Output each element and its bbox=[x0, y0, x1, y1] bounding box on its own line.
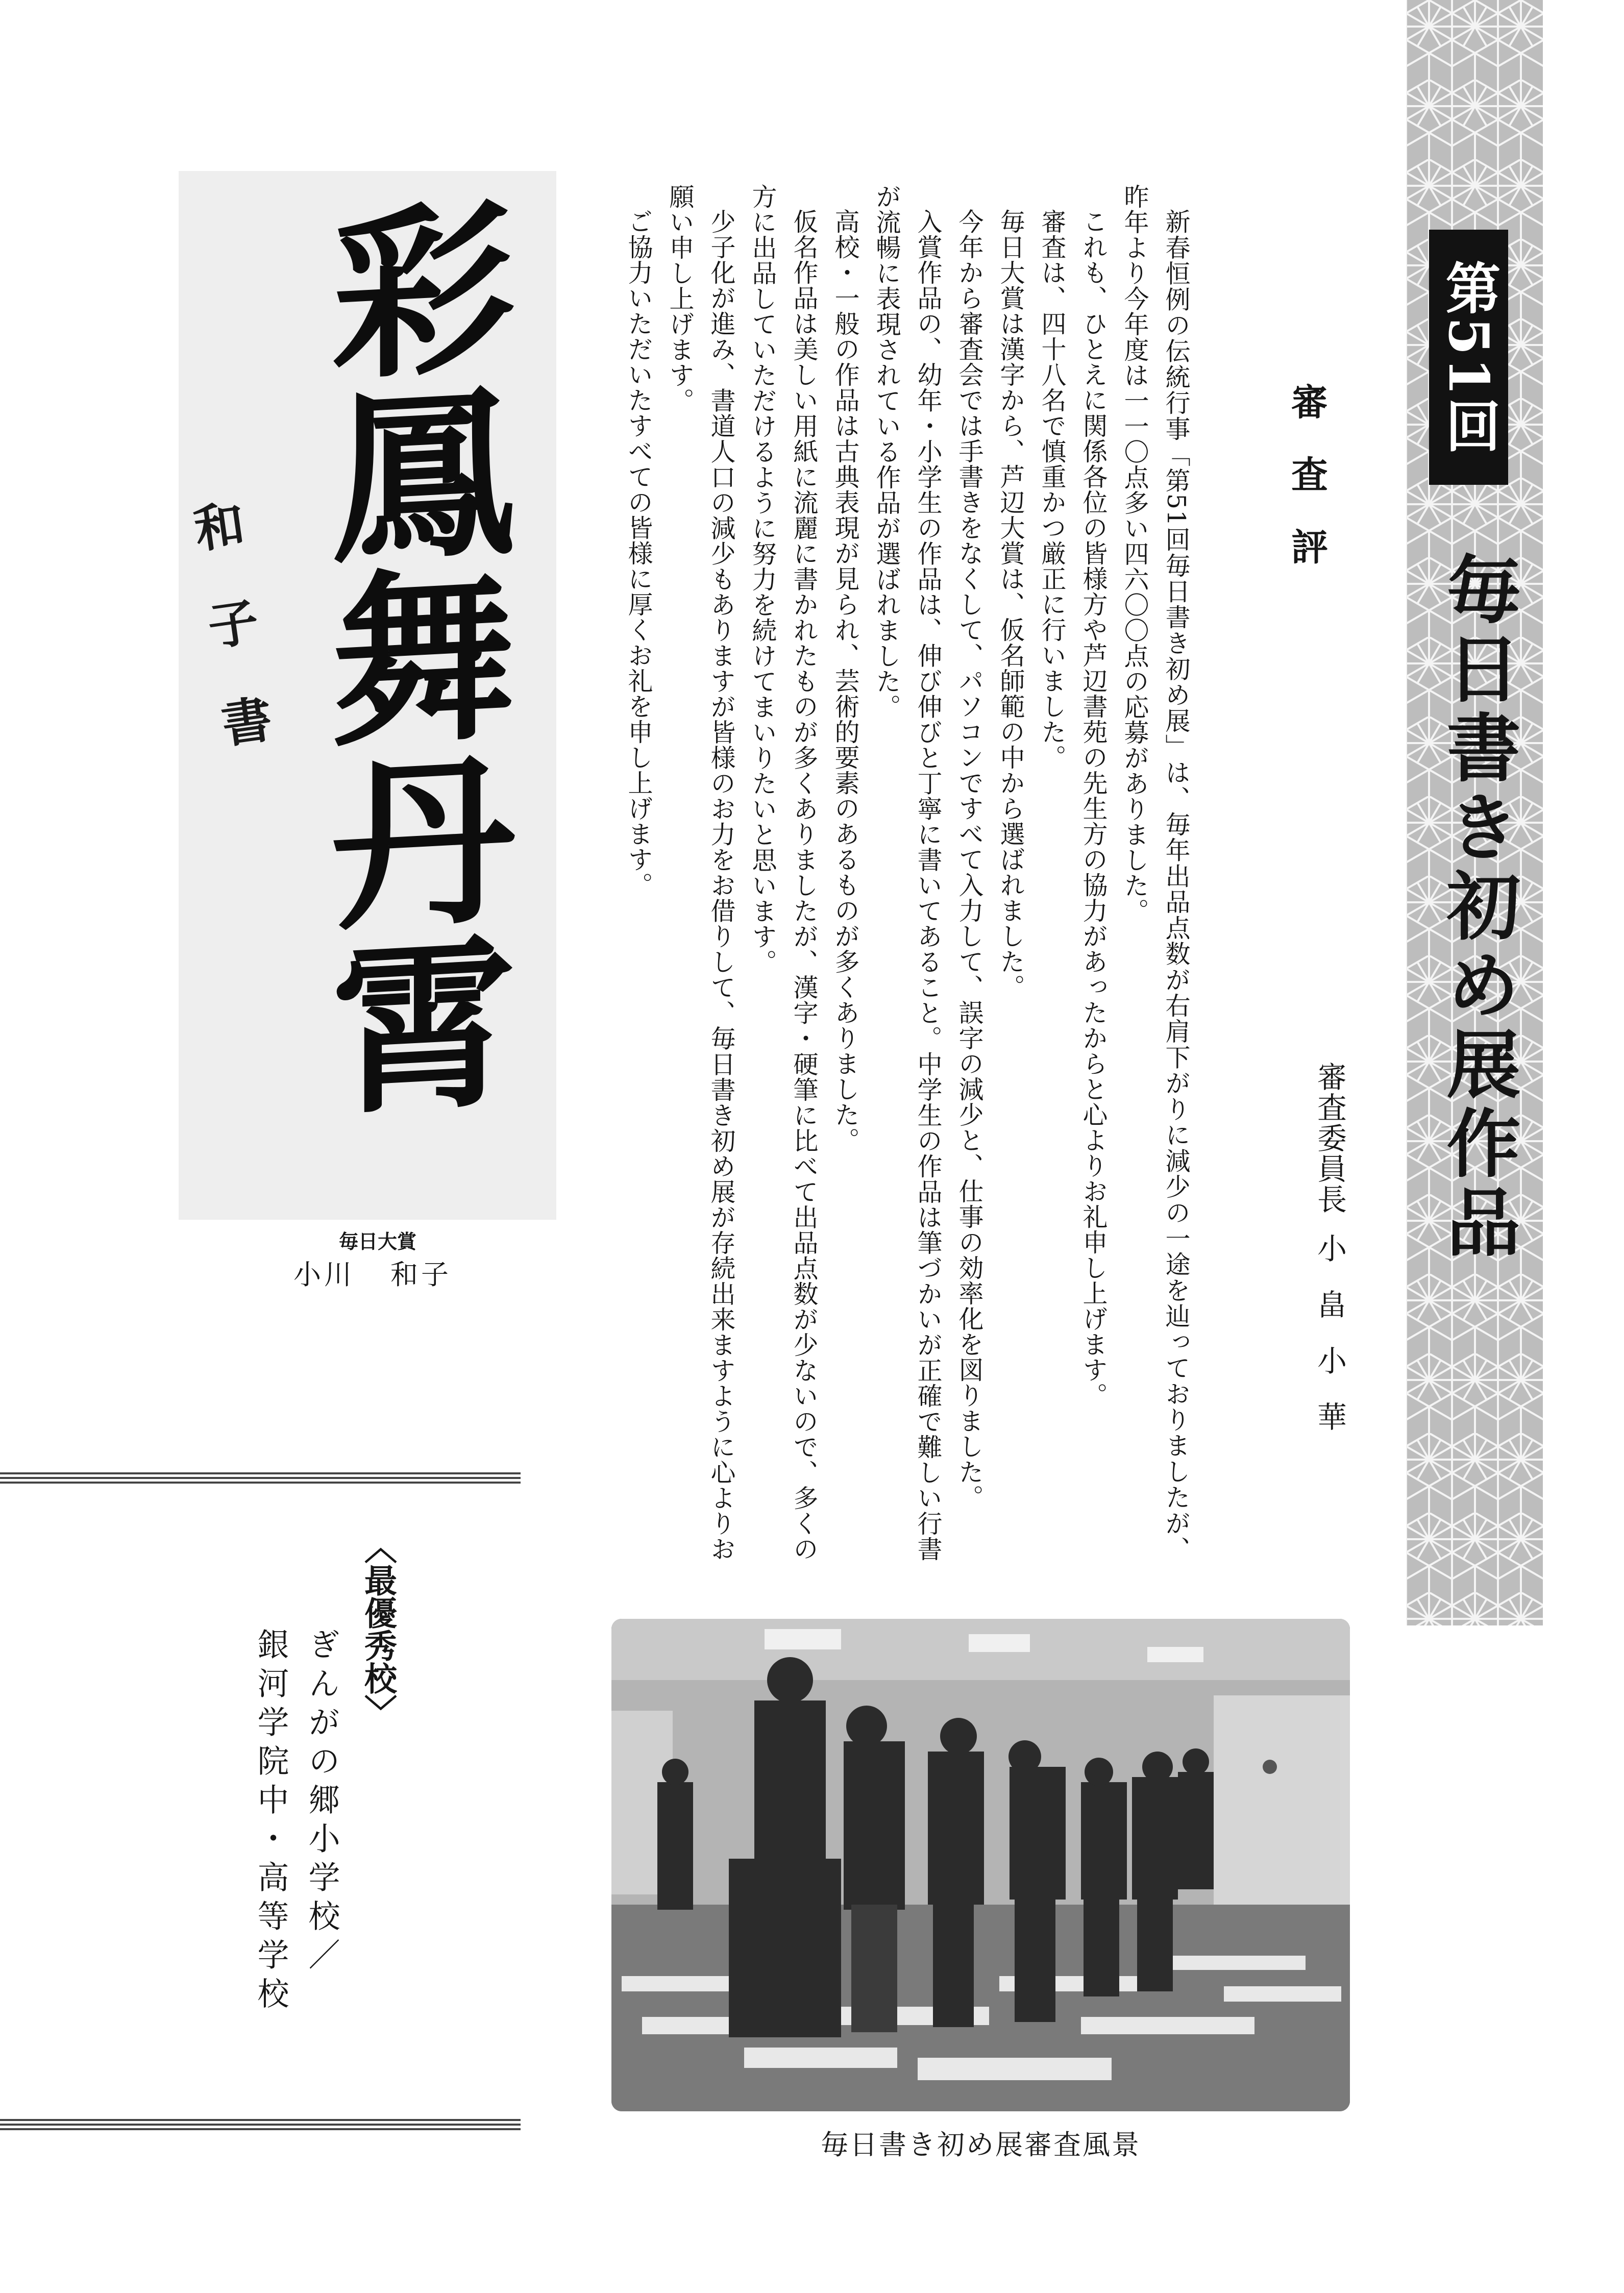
review-paragraph: 新春恒例の伝統行事「第51回毎日書き初め展」は、毎年出品点数が右肩下がりに減少の一途を辿っておりましたが、昨年より今年度は一一〇点多い四六〇〇点の応募がありました。 bbox=[1120, 184, 1191, 1562]
reviewer-credit bbox=[1304, 1062, 1355, 1551]
calligraphy-artwork bbox=[179, 171, 556, 1220]
review-paragraph: 入賞作品の、幼年・小学生の作品は、伸び伸びと丁寧に書いてあること。中学生の作品は筆づかいが正確で難しい行書が流暢に表現されている作品が選ばれました。 bbox=[872, 184, 943, 1562]
review-paragraph: 仮名作品は美しい用紙に流麗に書かれたものが多くありましたが、漢字・硬筆に比べて出品点数が少ないので、多くの方に出品していただけるように努力を続けてまいりたいと思います。 bbox=[748, 184, 819, 1562]
artist-name bbox=[265, 1253, 480, 1292]
reviewer-role: 審査委員長 bbox=[1312, 1062, 1347, 1215]
award-school: ぎんがの郷小学校／ bbox=[303, 1628, 340, 1977]
review-body bbox=[624, 184, 1197, 1562]
artist-given-name: 和子 bbox=[390, 1259, 452, 1291]
issue-number: 第51回 bbox=[1436, 259, 1500, 455]
review-paragraph: 高校・一般の作品は古典表現が見られ、芸術的要素のあるものが多くありました。 bbox=[831, 209, 860, 1153]
review-paragraph: 毎日大賞は漢字から、芦辺大賞は、仮名師範の中から選ばれました。 bbox=[996, 209, 1025, 1000]
award-label: 毎日大賞 bbox=[338, 1230, 416, 1253]
divider-top bbox=[0, 1472, 521, 1484]
award-school: 銀河学院中・高等学校 bbox=[252, 1628, 289, 2016]
calligraphy-characters: 彩鳳舞丹霄 bbox=[301, 190, 516, 1121]
photo-caption: 毎日書き初め展審査風景 bbox=[821, 2129, 1141, 2161]
reviewer-name: 小畠小華 bbox=[1312, 1233, 1347, 1458]
judging-photo bbox=[611, 1619, 1350, 2111]
artist-family-name: 小川 bbox=[293, 1259, 355, 1291]
review-paragraph: 少子化が進み、書道人口の減少もありますが皆様のお力をお借りして、毎日書き初め展が存続出来ますように心よりお願い申し上げます。 bbox=[666, 184, 736, 1562]
award-schools-heading: 〈最優秀校〉 bbox=[359, 1531, 397, 1727]
main-title: 毎日書き初め展作品 bbox=[1434, 551, 1521, 1263]
divider-bottom bbox=[0, 2119, 521, 2130]
award-schools-list bbox=[245, 1628, 347, 2087]
judging-scene-illustration bbox=[611, 1619, 1350, 2111]
review-paragraph: ご協力いただいたすべての皆様に厚くお礼を申し上げます。 bbox=[624, 209, 653, 898]
calligraphy-signature: 和子書 bbox=[183, 497, 282, 798]
review-paragraph: 審査は、四十八名で慎重かつ厳正に行いました。 bbox=[1038, 209, 1067, 770]
review-paragraph: これも、ひとえに関係各位の皆様方や芦辺書苑の先生方の協力があったからと心よりお礼申し上げます。 bbox=[1079, 209, 1108, 1408]
issue-number-box bbox=[1429, 230, 1508, 485]
review-paragraph: 今年から審査会では手書きをなくして、パソコンですべて入力して、誤字の減少と、仕事の効率化を図りました。 bbox=[955, 209, 984, 1510]
review-heading: 審査評 bbox=[1285, 383, 1328, 600]
